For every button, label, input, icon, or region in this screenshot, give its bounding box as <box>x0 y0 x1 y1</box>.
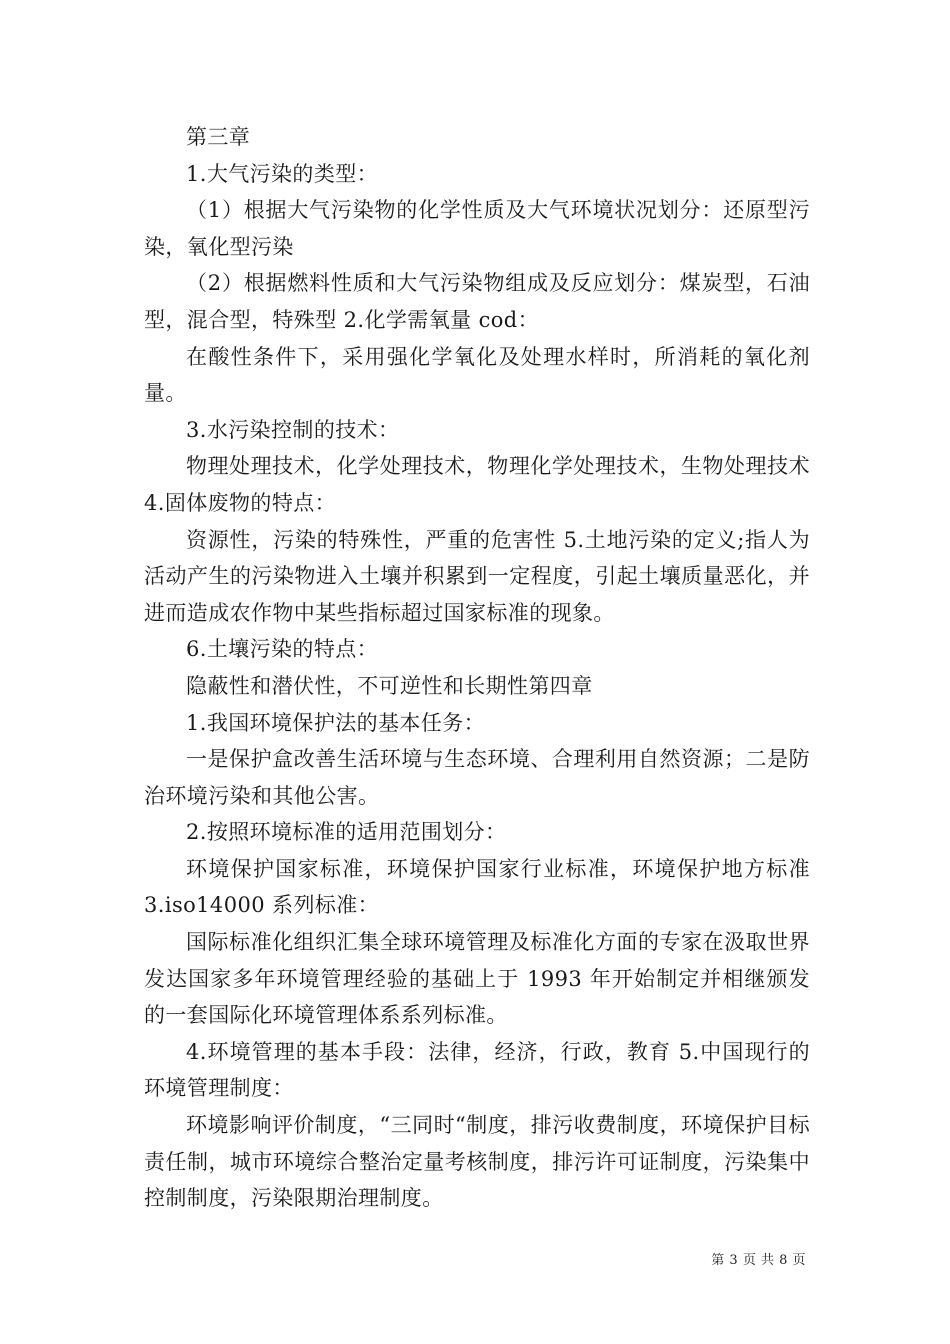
document-body <box>144 119 810 1217</box>
chapter-heading-3: 第三章 <box>186 125 251 149</box>
page-number-footer: 第 3 页 共 8 页 <box>711 1253 806 1268</box>
paragraph: 3.水污染控制的技术： <box>186 417 400 442</box>
paragraph: 资源性，污染的特殊性，严重的危害性 5.土地污染的定义;指人为活动产生的污染物进入土壤并积累到一定程度，引起土壤质量恶化，并进而造成农作物中某些指标超过国家标准的现象。 <box>144 527 810 625</box>
paragraph: 1.大气污染的类型： <box>186 161 379 186</box>
paragraph: 环境保护国家标准，环境保护国家行业标准，环境保护地方标准 3.iso14000 系列标准： <box>144 856 810 918</box>
paragraph: 在酸性条件下，采用强化学氧化及处理水样时，所消耗的氧化剂量。 <box>144 344 810 406</box>
paragraph: 4.环境管理的基本手段：法律，经济，行政，教育 5.中国现行的环境管理制度： <box>144 1039 810 1101</box>
paragraph: 环境影响评价制度，“三同时“制度，排污收费制度，环境保护目标责任制，城市环境综合整治定量考核制度，排污许可证制度，污染集中控制制度，污染限期治理制度。 <box>144 1113 810 1211</box>
paragraph: 一是保护盒改善生活环境与生态环境、合理利用自然资源；二是防治环境污染和其他公害。 <box>144 747 810 808</box>
paragraph: 2.按照环境标准的适用范围划分： <box>186 820 507 845</box>
paragraph: （1）根据大气污染物的化学性质及大气环境状况划分：还原型污染，氧化型污染 <box>144 198 810 259</box>
paragraph: 1.我国环境保护法的基本任务： <box>186 710 486 735</box>
paragraph: 6.土壤污染的特点： <box>186 637 379 662</box>
paragraph: （2）根据燃料性质和大气污染物组成及反应划分：煤炭型，石油型，混合型，特殊型 2.化学需氧量 cod： <box>144 271 810 332</box>
paragraph: 隐蔽性和潜伏性，不可逆性和长期性第四章 <box>186 673 593 698</box>
paragraph: 物理处理技术，化学处理技术，物理化学处理技术，生物处理技术 4.固体废物的特点： <box>144 454 810 515</box>
paragraph: 国际标准化组织汇集全球环境管理及标准化方面的专家在汲取世界发达国家多年环境管理经验的基础上于 1993 年开始制定并相继颁发的一套国际化环境管理体系系列标准。 <box>144 930 810 1028</box>
